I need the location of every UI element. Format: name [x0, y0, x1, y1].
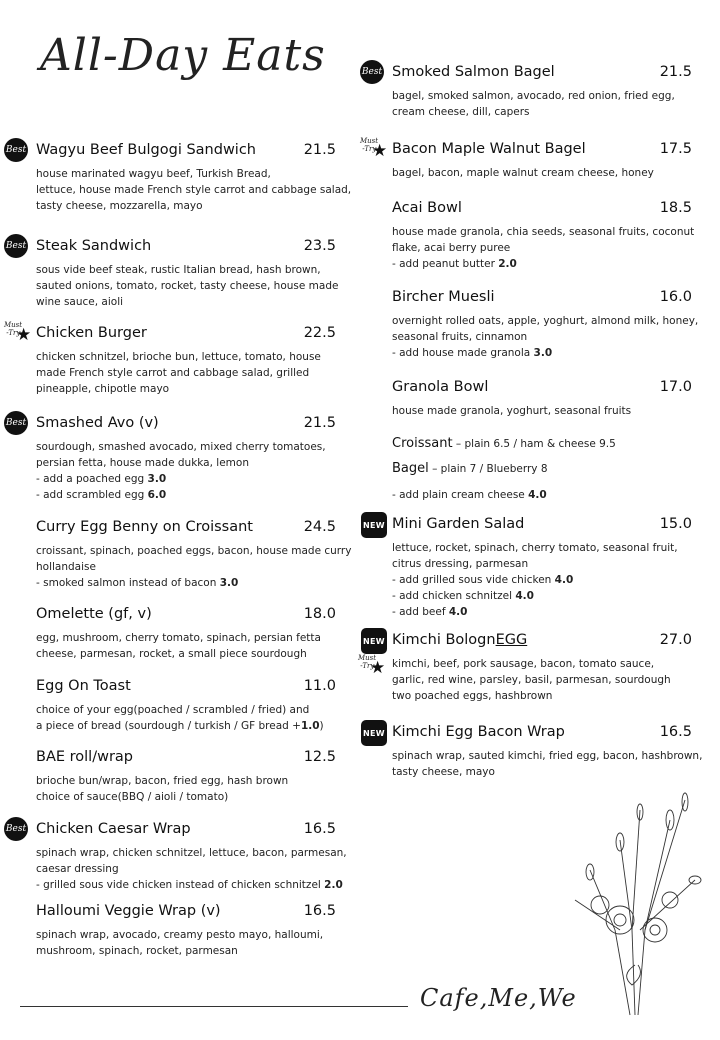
menu-item — [36, 821, 347, 893]
item-price: 18.5 — [659, 200, 692, 216]
new-badge-icon: NEW — [361, 628, 387, 654]
menu-item — [36, 325, 336, 397]
menu-item — [392, 200, 695, 272]
new-badge-icon: NEW — [361, 720, 387, 746]
menu-item — [36, 903, 336, 959]
item-name: Bacon Maple Walnut Bagel — [392, 141, 586, 157]
item-description — [392, 656, 692, 704]
item-header — [36, 606, 336, 626]
item-name: Halloumi Veggie Wrap (v) — [36, 903, 221, 919]
must-badge-icon — [4, 321, 34, 347]
addon-price: 3.0 — [219, 577, 239, 589]
menu-item — [36, 678, 336, 734]
menu-item — [36, 606, 336, 662]
item-name: Smoked Salmon Bagel — [392, 64, 555, 80]
item-name: Smashed Avo (v) — [36, 415, 159, 431]
item-price: 12.5 — [303, 749, 336, 765]
item-description — [36, 630, 336, 662]
description-line: two poached eggs, hashbrown — [392, 690, 553, 702]
item-description — [36, 262, 339, 310]
menu-item — [392, 516, 692, 620]
description-line: overnight rolled oats, apple, yoghurt, almond milk, honey, — [392, 315, 699, 327]
addon-price: 3.0 — [147, 473, 167, 485]
description-line: flake, acai berry puree — [392, 242, 511, 254]
item-name: Kimchi BolognEGG — [392, 632, 528, 648]
item-description — [36, 702, 336, 734]
description-line: tasty cheese, mozzarella, mayo — [36, 200, 203, 212]
menu-item — [392, 289, 699, 361]
addon-line: - add beef 4.0 — [392, 606, 468, 618]
description-line: made French style carrot and cabbage salad, grilled — [36, 367, 310, 379]
must-try-label: Must -Try — [4, 321, 23, 337]
item-name: Chicken Caesar Wrap — [36, 821, 191, 837]
item-header — [392, 724, 692, 744]
menu-item — [36, 238, 339, 310]
addon-line: - add house made granola 3.0 — [392, 347, 553, 359]
item-header — [36, 821, 336, 841]
menu-item — [36, 142, 352, 214]
item-price: 21.5 — [303, 415, 336, 431]
star-icon: ★ — [370, 658, 386, 678]
menu-item — [392, 379, 692, 419]
description-line: house made granola, yoghurt, seasonal fruits — [392, 405, 632, 417]
item-price: 16.0 — [659, 289, 692, 305]
addon-line: - add peanut butter 2.0 — [392, 258, 517, 270]
description-line: mushroom, spinach, rocket, parmesan — [36, 945, 238, 957]
croissant-line-detail: – plain 6.5 / ham & cheese 9.5 — [452, 438, 616, 450]
star-icon: ★ — [16, 325, 32, 345]
cream-cheese-price: 4.0 — [528, 489, 547, 501]
item-price: 16.5 — [303, 821, 336, 837]
flower-bouquet-illustration — [560, 780, 710, 1020]
item-header — [36, 903, 336, 923]
item-header — [392, 632, 692, 652]
item-name: Bircher Muesli — [392, 289, 495, 305]
item-description — [392, 748, 703, 780]
description-line: seasonal fruits, cinnamon — [392, 331, 528, 343]
item-name: Egg On Toast — [36, 678, 131, 694]
item-name: BAE roll/wrap — [36, 749, 134, 765]
addon-price: 2.0 — [498, 258, 517, 270]
menu-item — [36, 519, 352, 591]
star-icon: ★ — [372, 141, 388, 161]
best-badge-icon: Best — [4, 138, 28, 162]
item-header — [36, 678, 336, 698]
item-price: 16.5 — [659, 724, 692, 740]
item-description — [392, 224, 695, 272]
description-line: house made granola, chia seeds, seasonal fruits, coconut — [392, 226, 695, 238]
addon-price: 4.0 — [448, 606, 468, 618]
item-description — [392, 540, 692, 620]
item-name: Wagyu Beef Bulgogi Sandwich — [36, 142, 256, 158]
addon-line: a piece of bread (sourdough / turkish / GF bread +1.0) — [36, 720, 324, 732]
description-line: lettuce, house made French style carrot and cabbage salad, — [36, 184, 352, 196]
item-description — [392, 403, 692, 419]
croissant-line — [392, 436, 616, 451]
bagel-line-name: Bagel — [392, 461, 429, 476]
description-line: persian fetta, house made dukka, lemon — [36, 457, 249, 469]
item-price: 11.0 — [303, 678, 336, 694]
item-name: Granola Bowl — [392, 379, 489, 395]
addon-line: - add a poached egg 3.0 — [36, 473, 167, 485]
item-header — [392, 200, 692, 220]
best-badge-icon: Best — [4, 817, 28, 841]
item-header — [392, 64, 692, 84]
item-price: 17.5 — [659, 141, 692, 157]
page-title: All-Day Eats — [40, 30, 326, 81]
bagel-line-detail: – plain 7 / Blueberry 8 — [428, 463, 548, 475]
description-line: pineapple, chipotle mayo — [36, 383, 170, 395]
best-badge-icon: Best — [4, 411, 28, 435]
croissant-line-name: Croissant — [392, 436, 453, 451]
item-description — [392, 88, 692, 120]
item-description — [392, 313, 699, 361]
item-description — [36, 845, 347, 893]
item-price: 17.0 — [659, 379, 692, 395]
addon-price: 6.0 — [147, 489, 167, 501]
item-description — [36, 166, 352, 214]
menu-item — [36, 749, 336, 805]
menu-item — [392, 632, 692, 704]
item-header — [36, 142, 336, 162]
item-price: 15.0 — [659, 516, 692, 532]
item-name: Kimchi Egg Bacon Wrap — [392, 724, 565, 740]
description-line: choice of your egg(poached / scrambled / fried) and — [36, 704, 310, 716]
addon-price: 3.0 — [533, 347, 553, 359]
menu-item — [36, 415, 336, 503]
item-price: 22.5 — [303, 325, 336, 341]
menu-item — [392, 724, 703, 780]
must-try-label: Must -Try — [360, 137, 379, 153]
new-badge-icon: NEW — [361, 512, 387, 538]
description-line: cheese, parmesan, rocket, a small piece sourdough — [36, 648, 307, 660]
description-line: tasty cheese, mayo — [392, 766, 495, 778]
addon-line: - add chicken schnitzel 4.0 — [392, 590, 534, 602]
cream-cheese-addon — [392, 487, 547, 502]
description-line: bagel, bacon, maple walnut cream cheese, honey — [392, 167, 654, 179]
item-description — [36, 773, 336, 805]
description-line: brioche bun/wrap, bacon, fried egg, hash brown — [36, 775, 289, 787]
description-line: garlic, red wine, parsley, basil, parmesan, sourdough — [392, 674, 671, 686]
description-line: citrus dressing, parmesan — [392, 558, 529, 570]
item-description — [36, 439, 336, 503]
item-description — [36, 349, 336, 397]
best-badge-icon: Best — [4, 234, 28, 258]
item-name: Acai Bowl — [392, 200, 462, 216]
description-line: wine sauce, aioli — [36, 296, 124, 308]
description-line: hollandaise — [36, 561, 96, 573]
description-line: croissant, spinach, poached eggs, bacon, house made curry — [36, 545, 352, 557]
description-line: kimchi, beef, pork sausage, bacon, tomato sauce, — [392, 658, 655, 670]
item-price: 24.5 — [303, 519, 336, 535]
addon-line: - add scrambled egg 6.0 — [36, 489, 167, 501]
item-name: Omelette (gf, v) — [36, 606, 152, 622]
menu-item — [392, 141, 692, 181]
best-badge-icon: Best — [360, 60, 384, 84]
description-line: spinach wrap, sauted kimchi, fried egg, bacon, hashbrown, — [392, 750, 703, 762]
addon-price: 4.0 — [554, 574, 574, 586]
item-name: Mini Garden Salad — [392, 516, 525, 532]
addon-price: 1.0 — [300, 720, 320, 732]
item-price: 18.0 — [303, 606, 336, 622]
item-header — [392, 289, 692, 309]
cream-cheese-text: - add plain cream cheese — [392, 489, 529, 501]
item-header — [392, 516, 692, 536]
item-header — [36, 415, 336, 435]
description-line: spinach wrap, avocado, creamy pesto mayo, halloumi, — [36, 929, 324, 941]
item-description — [36, 927, 336, 959]
description-line: sous vide beef steak, rustic Italian bread, hash brown, — [36, 264, 321, 276]
addon-line: - grilled sous vide chicken instead of chicken schnitzel 2.0 — [36, 879, 343, 891]
description-line: bagel, smoked salmon, avocado, red onion, fried egg, — [392, 90, 675, 102]
item-header — [392, 141, 692, 161]
addon-line: - add grilled sous vide chicken 4.0 — [392, 574, 574, 586]
addon-line: - smoked salmon instead of bacon 3.0 — [36, 577, 239, 589]
description-line: choice of sauce(BBQ / aioli / tomato) — [36, 791, 229, 803]
item-header — [36, 749, 336, 769]
item-price: 16.5 — [303, 903, 336, 919]
description-line: chicken schnitzel, brioche bun, lettuce, tomato, house — [36, 351, 321, 363]
description-line: sauted onions, tomato, rocket, tasty cheese, house made — [36, 280, 339, 292]
item-name: Chicken Burger — [36, 325, 147, 341]
item-price: 27.0 — [659, 632, 692, 648]
footer-divider — [20, 1006, 408, 1007]
description-line: egg, mushroom, cherry tomato, spinach, persian fetta — [36, 632, 321, 644]
must-badge-icon — [360, 137, 390, 163]
description-line: cream cheese, dill, capers — [392, 106, 530, 118]
addon-price: 2.0 — [324, 879, 343, 891]
description-line: spinach wrap, chicken schnitzel, lettuce, bacon, parmesan, — [36, 847, 347, 859]
item-price: 23.5 — [303, 238, 336, 254]
description-line: sourdough, smashed avocado, mixed cherry tomatoes, — [36, 441, 326, 453]
item-price: 21.5 — [303, 142, 336, 158]
item-name: Curry Egg Benny on Croissant — [36, 519, 253, 535]
item-header — [36, 238, 336, 258]
item-description — [392, 165, 692, 181]
must-try-label: Must -Try — [358, 654, 377, 670]
item-header — [36, 519, 336, 539]
must-badge-icon — [358, 654, 388, 680]
bagel-line — [392, 461, 548, 476]
description-line: house marinated wagyu beef, Turkish Bread, — [36, 168, 271, 180]
addon-price: 4.0 — [515, 590, 534, 602]
description-line: lettuce, rocket, spinach, cherry tomato, seasonal fruit, — [392, 542, 678, 554]
item-description — [36, 543, 352, 591]
item-header — [392, 379, 692, 399]
description-line: caesar dressing — [36, 863, 119, 875]
item-name: Steak Sandwich — [36, 238, 152, 254]
menu-item — [392, 64, 692, 120]
item-header — [36, 325, 336, 345]
item-name-emphasis: EGG — [495, 632, 528, 648]
item-price: 21.5 — [659, 64, 692, 80]
brand-signature: Cafe,Me,We — [420, 984, 577, 1012]
